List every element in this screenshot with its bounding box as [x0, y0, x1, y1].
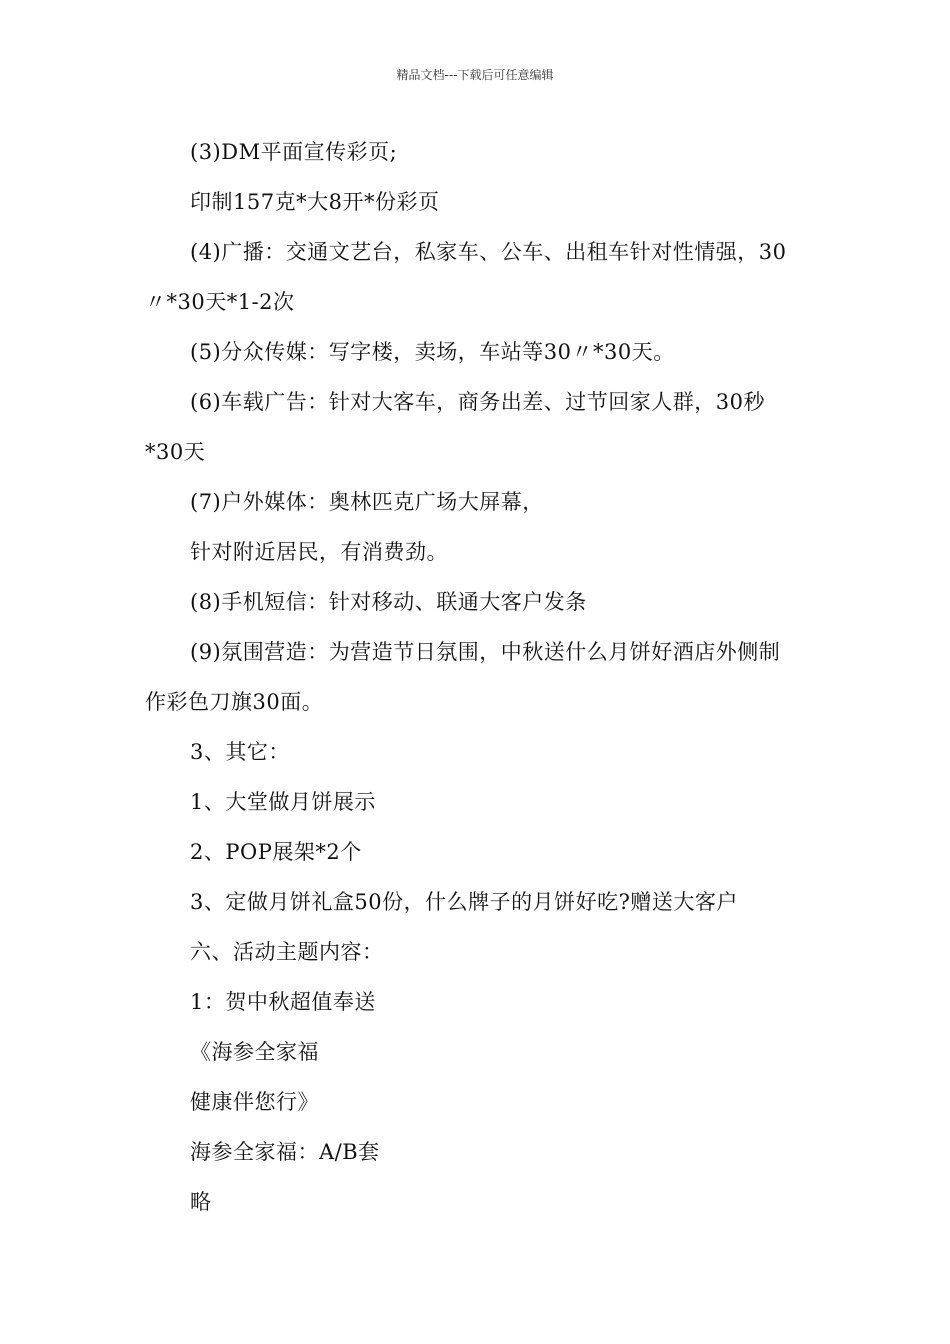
page-header: 精品文档---下载后可任意编辑	[396, 68, 554, 82]
paragraph-line: 健康伴您行》	[190, 1090, 319, 1114]
paragraph-line: (3)DM平面宣传彩页;	[190, 140, 398, 164]
paragraph-line: (8)手机短信：针对移动、联通大客户发条	[190, 590, 587, 614]
paragraph-line: (4)广播：交通文艺台，私家车、公车、出租车针对性情强，30	[190, 240, 787, 264]
paragraph-line: (5)分众传媒：写字楼，卖场，车站等30〃*30天。	[190, 340, 675, 364]
paragraph-line: 海参全家福：A/B套	[190, 1140, 380, 1164]
paragraph-line: 2、POP展架*2个	[190, 840, 362, 864]
paragraph-line: 〃*30天*1-2次	[145, 290, 295, 314]
paragraph-line: 印制157克*大8开*份彩页	[190, 190, 440, 214]
paragraph-line: 1、大堂做月饼展示	[190, 790, 376, 814]
paragraph-line: (9)氛围营造：为营造节日氛围，中秋送什么月饼好酒店外侧制	[190, 640, 781, 664]
paragraph-line: 针对附近居民，有消费劲。	[190, 540, 448, 564]
paragraph-line: 3、其它：	[190, 740, 290, 764]
paragraph-line: 1：贺中秋超值奉送	[190, 990, 376, 1014]
paragraph-line: 作彩色刀旗30面。	[145, 690, 324, 714]
paragraph-line: 3、定做月饼礼盒50份，什么牌子的月饼好吃?赠送大客户	[190, 890, 738, 914]
paragraph-line: 六、活动主题内容：	[190, 940, 384, 964]
paragraph-line: 《海参全家福	[190, 1040, 319, 1064]
paragraph-line: *30天	[145, 440, 206, 464]
paragraph-line: (7)户外媒体：奥林匹克广场大屏幕，	[190, 490, 544, 514]
paragraph-line: (6)车载广告：针对大客车，商务出差、过节回家人群，30秒	[190, 390, 765, 414]
paragraph-line: 略	[190, 1190, 212, 1214]
